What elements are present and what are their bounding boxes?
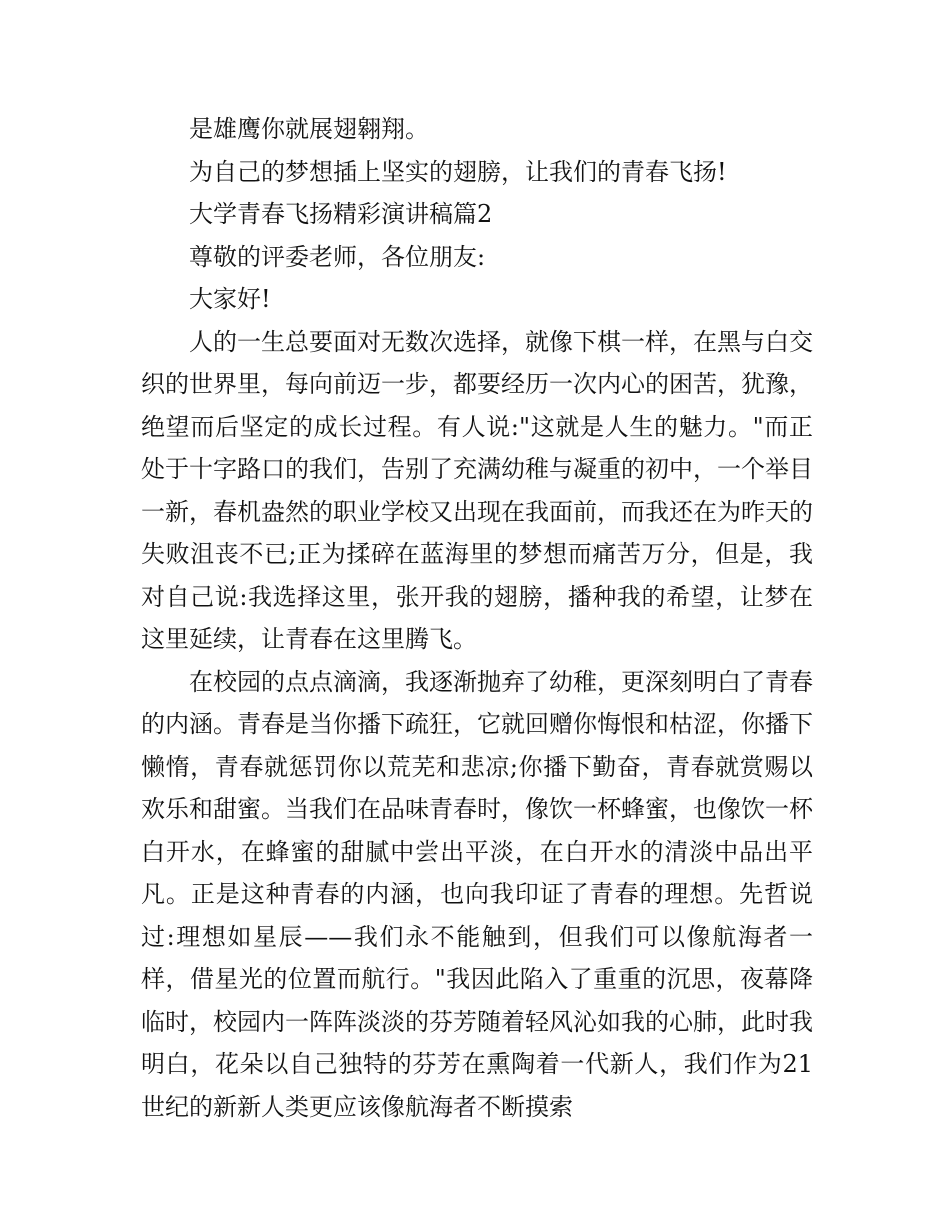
paragraph-2: 为自己的梦想插上坚实的翅膀，让我们的青春飞扬! [189, 157, 727, 186]
paragraph-body-2: 在校园的点点滴滴，我逐渐抛弃了幼稚，更深刻明白了青春的内涵。青春是当你播下疏狂，它就回赠你悔恨和枯涩，你播下懒惰，青春就惩罚你以荒芜和悲凉;你播下勤奋，青春就赏赐以欢乐和甜蜜。当我们在品味青春时，像饮一杯蜂蜜，也像饮一杯白开水，在蜂蜜的甜腻中尝出平淡，在白开水的清淡中品出平凡。正是这种青春的内涵，也向我印证了青春的理想。先哲说过:理想如星辰——我们永不能触到，但我们可以像航海者一样，借星光的位置而航行。"我因此陷入了重重的沉思，夜幕降临时，校园内一阵阵淡淡的芬芳随着轻风沁如我的心肺，此时我明白，花朵以自己独特的芬芳在熏陶着一代新人，我们作为21世纪的新新人类更应该像航海者不断摸索 [141, 667, 813, 1121]
document-body [141, 108, 813, 1128]
section-heading: 大学青春飞扬精彩演讲稿篇2 [189, 200, 493, 228]
paragraph-1: 是雄鹰你就展翅翱翔。 [189, 115, 429, 143]
greeting: 大家好! [189, 285, 271, 313]
paragraph-body-1: 人的一生总要面对无数次选择，就像下棋一样，在黑与白交织的世界里，每向前迈一步，都要经历一次内心的困苦，犹豫，绝望而后坚定的成长过程。有人说:"这就是人生的魅力。"而正处于十字路口的我们，告别了充满幼稚与凝重的初中，一个举目一新，春机盎然的职业学校又出现在我面前，而我还在为昨天的失败沮丧不已;正为揉碎在蓝海里的梦想而痛苦万分，但是，我对自己说:我选择这里，张开我的翅膀，播种我的希望，让梦在这里延续，让青春在这里腾飞。 [141, 327, 813, 653]
salutation: 尊敬的评委老师，各位朋友: [189, 242, 486, 271]
